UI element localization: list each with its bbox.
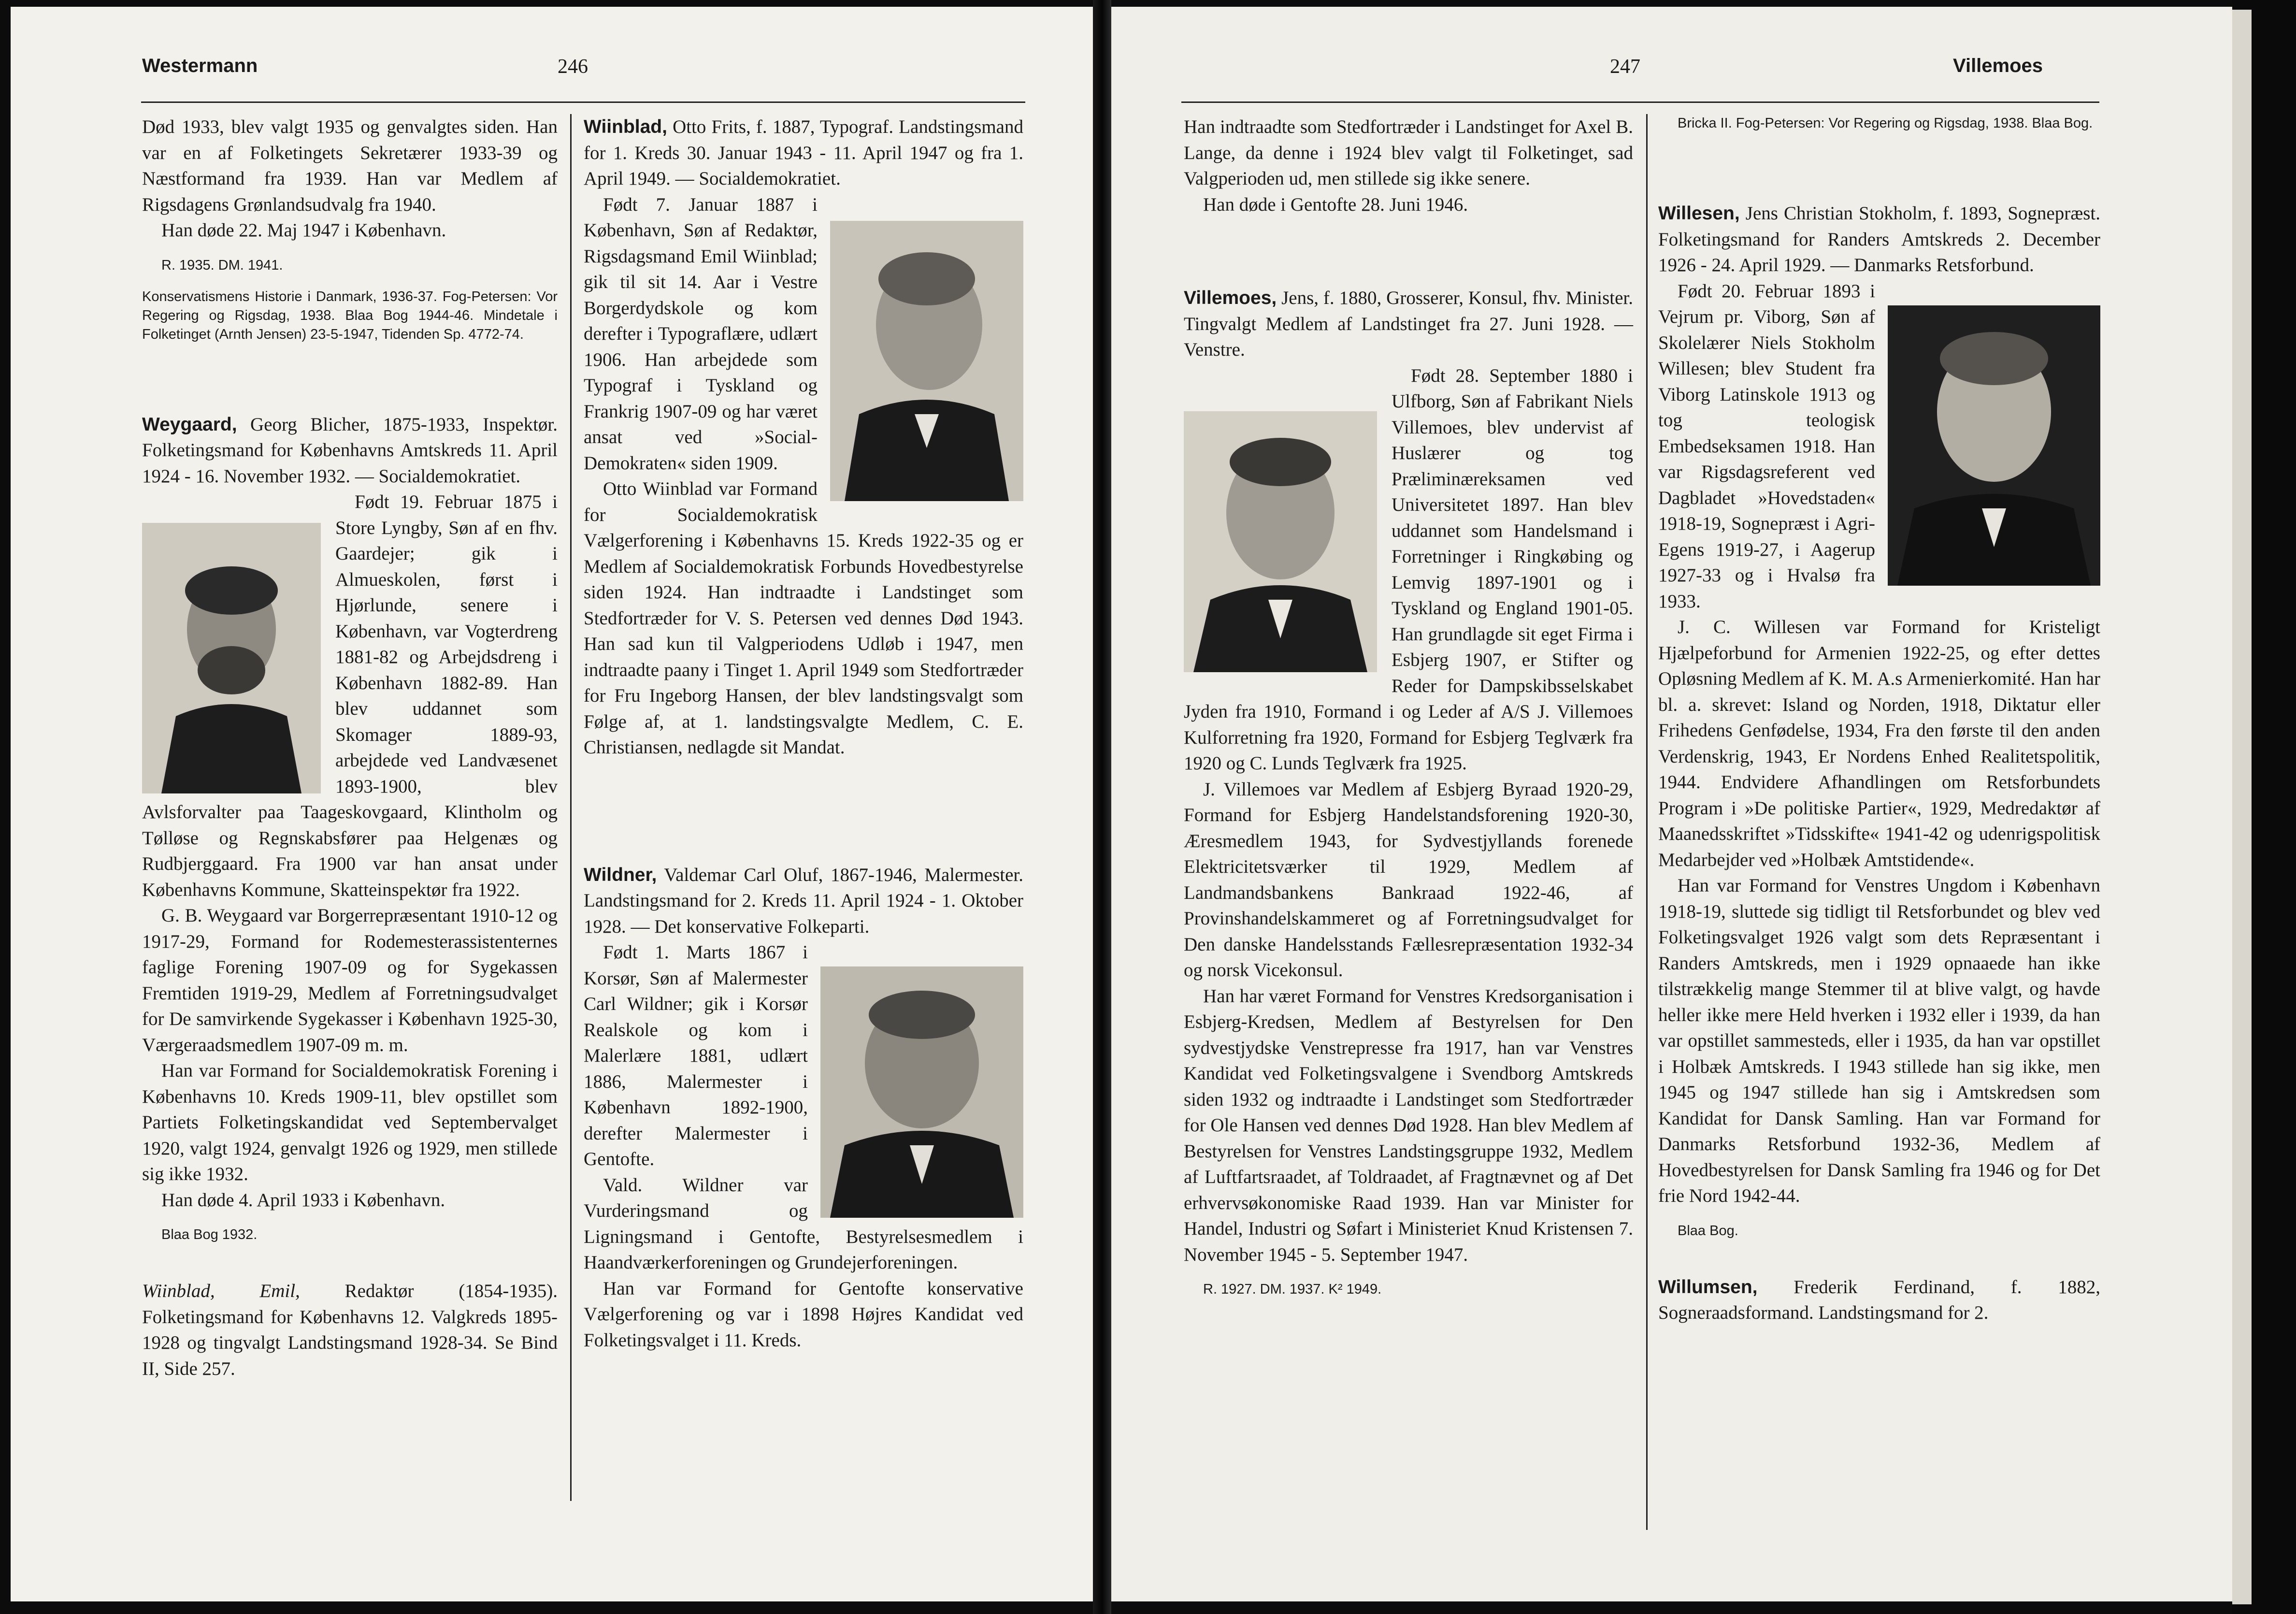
right-column-1 xyxy=(1184,114,1633,1299)
header-rule xyxy=(141,101,1025,103)
portrait-otto-wiinblad xyxy=(830,221,1023,501)
right-running-head: Villemoes xyxy=(1953,55,2043,76)
entry-name: Weygaard, xyxy=(142,414,237,435)
entry-name: Wiinblad, Emil, xyxy=(142,1281,300,1301)
entry-heading: Wildner, Valdemar Carl Oluf, 1867-1946, Malermester. Landstingsmand for 2. Kreds 11. April 1924 - 1. Oktober 1928. — Det konservative Folkeparti. xyxy=(584,864,1023,937)
paragraph: Han var Formand for Socialdemokratisk Forening i Københavns 10. Kreds 1909-11, blev opstillet som Partiets Folketingskandidat ved Septembervalget 1920, valgt 1924, genvalgt 1926 og 1929, men stillede sig ikke 1932. xyxy=(142,1060,558,1184)
paragraph: Født 19. Februar 1875 i Store Lyngby, Søn af en fhv. Gaardejer; gik i Almueskolen, først i Hjørlunde, senere i København, var Vogterdreng 1881-82 og Arbejdsdreng i København 1882-89. Han blev uddannet som Skomager 1889-93, arbejdede ved Landvæsenet 1893-1900, blev Avlsforvalter paa Taageskovgaard, Klintholm og Tølløse og Regnskabsfører paa Helgenæs og Rudbjerggaard. Fra 1900 var han ansat under Københavns Kommune, Skatteinspektør fra 1922. xyxy=(142,491,558,900)
header-rule xyxy=(1181,101,2099,103)
entry-name: Wiinblad, xyxy=(584,116,667,137)
book-edge xyxy=(2232,0,2296,1614)
portrait-villemoes xyxy=(1184,411,1377,672)
paragraph: Han var Formand for Venstres Ungdom i København 1918-19, sluttede sig tidligt til Retsforbundet og blev ved Folketingsvalget 1926 valgt som dets Repræsentant i Randers Amtskreds, men i 1929 opnaaede han ikke tilstrækkelig mange Stemmer til at blive valgt, og havde heller ikke mere Held hverken i 1932 eller i 1939, da han var opstillet sammesteds, eller i 1935, da han var opstillet i Holbæk Amtskreds. I 1943 stillede han sig ikke, men 1945 og 1947 stillede han sig i Amtskredsen som Kandidat for Dansk Samling. Han var Formand for Danmarks Retsforbund 1932-36, Medlem af Hovedbestyrelsen for Dansk Samling fra 1946 og for Det frie Nord 1942-44. xyxy=(1658,875,2100,1206)
paragraph: Han døde 4. April 1933 i København. xyxy=(161,1189,445,1210)
left-page-number: 246 xyxy=(558,56,588,78)
entry-name: Wildner, xyxy=(584,864,657,885)
reference: Blaa Bog 1932. xyxy=(161,1227,258,1242)
book-gutter xyxy=(1093,0,1111,1614)
paragraph: Vald. Wildner var Vurderingsmand og Ligningsmand i Gentofte, Bestyrelsesmedlem i Haandværkerforeningen og Grundejerforeningen. xyxy=(584,1174,1023,1273)
reference: Bricka II. Fog-Petersen: Vor Regering og Rigsdag, 1938. Blaa Bog. xyxy=(1678,115,2093,131)
left-column-1: Død 1933, blev valgt 1935 og genvalgtes siden. Han var en af Folketingets Sekretærer 1933-39 og Næstformand fra 1939. Han var Medlem af Rigsdagens Grønlandsudvalg fra 1940. Han døde 22. Maj 1947 i København. R. 1935. DM. 1941. Konservatismens Historie i Danmark, 1936-37. Fog-Petersen: Vor Regering og Rigsdag, 1938. Blaa Bog 1944-46. Mindetale i Folketinget (Arnth Jensen) 23-5-1947, Tidenden Sp. 4772-74. Weygaard, Georg Blicher, 1875-1933, Inspektør. Folketingsmand for Københavns Amtskreds 11. April 1924 - 16. November 1932. — Socialdemokratiet. Født 19. Februar 1875 i Store Lyngby, Søn af en fhv. Gaardejer; gik i Almueskolen, først i Hjørlunde, senere i København, var Vogterdreng 1881-82 og Arbejdsdreng i København 1882-89. Han blev uddannet som Skomager 1889-93, arbejdede ved Landvæsenet 1893-1900, blev Avlsforvalter paa Taageskovgaard, Klintholm og Tølløse og Regnskabsfører paa Helgenæs og Rudbjerggaard. Fra 1900 var han ansat under Københavns Kommune, Skatteinspektør fra 1922. G. B. Weygaard var Borgerrepræsentant 1910-12 og 1917-29, Formand for Rodemesterassistenternes faglige Forening 1907-09 og for Sygekassen Fremtiden 1919-29, Medlem af Forretningsudvalget for De samvirkende Sygekasser i København 1925-30, Værgeraadsmedlem 1907-09 m. m. Han var Formand for Socialdemokratisk Forening i Københavns 10. Kreds 1909-11, blev opstillet som Partiets Folketingskandidat ved Septembervalget 1920, valgt 1924, genvalgt 1926 og 1929, men stillede sig ikke 1932. Han døde 4. April 1933 i København. Blaa Bog 1932. Wiinblad, Emil, Redaktør (1854-1935). Folketingsmand for Københavns 12. Valgkreds 1895-1928 og tingvalgt Landstingsmand 1928-34. Se Bind II, Side 257. xyxy=(142,114,558,1382)
right-page-number: 247 xyxy=(1610,56,1640,78)
entry-heading: Willesen, Jens Christian Stokholm, f. 1893, Sognepræst. Folketingsmand for Randers Amtskreds 2. December 1926 - 24. April 1929. — Danmarks Retsforbund. xyxy=(1658,203,2100,275)
paragraph: G. B. Weygaard var Borgerrepræsentant 1910-12 og 1917-29, Formand for Rodemesterassistenternes faglige Forening 1907-09 og for Sygekassen Fremtiden 1919-29, Medlem af Forretningsudvalget for De samvirkende Sygekasser i København 1925-30, Værgeraadsmedlem 1907-09 m. m. xyxy=(142,905,558,1055)
paragraph: Født 20. Februar 1893 i Vejrum pr. Viborg, Søn af Skolelærer Niels Stokholm Willesen; blev Student fra Viborg Latinskole 1913 og tog teologisk Embedseksamen 1918. Han var Rigsdagsreferent ved Dagbladet »Hovedstaden« 1918-19, Sognepræst i Agri-Egens 1919-27, i Aagerup 1927-33 og i Hvalsø fra 1933. xyxy=(1658,280,1875,612)
entry-heading: Weygaard, Georg Blicher, 1875-1933, Inspektør. Folketingsmand for Københavns Amtskreds 11. April 1924 - 16. November 1932. — Socialdemokratiet. xyxy=(142,414,558,487)
portrait-weygaard xyxy=(142,523,321,793)
entry-name: Willumsen, xyxy=(1658,1276,1758,1297)
right-column-2 xyxy=(1658,114,2100,1326)
entry-name: Willesen, xyxy=(1658,203,1740,224)
paragraph: Han indtraadte som Stedfortræder i Landstinget for Axel B. Lange, da denne i 1924 blev valgt til Folketinget, sad Valgperioden ud, men stillede sig ikke senere. xyxy=(1184,116,1633,189)
paragraph: Han døde i Gentofte 28. Juni 1946. xyxy=(1203,194,1468,215)
right-page xyxy=(1111,7,2232,1601)
reference: Blaa Bog. xyxy=(1678,1223,1738,1239)
paragraph: Død 1933, blev valgt 1935 og genvalgtes siden. Han var en af Folketingets Sekretærer 1933-39 og Næstformand fra 1939. Han var Medlem af Rigsdagens Grønlandsudvalg fra 1940. xyxy=(142,116,558,215)
entry-heading: Wiinblad, Otto Frits, f. 1887, Typograf. Landstingsmand for 1. Kreds 30. Januar 1943 - 11. April 1947 og fra 1. April 1949. — Socialdemokratiet. xyxy=(584,116,1023,189)
paragraph: Født 1. Marts 1867 i Korsør, Søn af Malermester Carl Wildner; gik i Korsør Realskole og kom i Malerlære 1881, udlært 1886, Malermester i København 1892-1900, derefter Malermester i Gentofte. xyxy=(584,942,808,1169)
entry-heading: Willumsen, Frederik Ferdinand, f. 1882, Sogneraadsformand. Landstingsmand for 2. xyxy=(1658,1276,2100,1323)
entry-heading: Villemoes, Jens, f. 1880, Grosserer, Konsul, fhv. Minister. Tingvalgt Medlem af Landstinget fra 27. Juni 1928. — Venstre. xyxy=(1184,288,1633,360)
reference: Konservatismens Historie i Danmark, 1936-37. Fog-Petersen: Vor Regering og Rigsdag, 1938. Blaa Bog 1944-46. Mindetale i Folketinget (Arnth Jensen) 23-5-1947, Tidenden Sp. 4772-74. xyxy=(142,288,558,342)
left-running-head: Westermann xyxy=(142,55,258,76)
paragraph: Født 7. Januar 1887 i København, Søn af Redaktør, Rigsdagsmand Emil Wiinblad; gik til sit 14. Aar i Vestre Borgerdydskole og kom derefter i Typograflære, udlært 1906. Han arbejdede som Typograf i Tyskland og Frankrig 1907-09 og har været ansat ved »Social-Demokraten« siden 1909. xyxy=(584,194,818,474)
left-column-2 xyxy=(584,114,1023,1353)
portrait-willesen xyxy=(1888,305,2100,586)
entry-name: Villemoes, xyxy=(1184,288,1277,308)
left-page xyxy=(11,7,1093,1601)
reference: R. 1935. DM. 1941. xyxy=(161,257,283,273)
column-rule xyxy=(1646,114,1648,1530)
paragraph: J. Villemoes var Medlem af Esbjerg Byraad 1920-29, Formand for Esbjerg Handelstandsforening 1920-30, Æresmedlem 1943, for Sydvestjyllands forenede Elektricitetsværker til 1929, Medlem af Landmandsbankens Bankraad 1922-46, af Provinshandelskammeret og af Forretningsudvalget for Den danske Handelsstands Fællesrepræsentation 1932-34 og norsk Vicekonsul. xyxy=(1184,778,1633,980)
paragraph: J. C. Willesen var Formand for Kristeligt Hjælpeforbund for Armenien 1922-25, og efter dettes Opløsning Medlem af K. M. A.s Armenierkomité. Han har bl. a. skrevet: Island og Norden, 1918, Diktatur eller Frihedens Genfødelse, 1934, Fra den første til den anden Verdenskrig, 1943, Er Nordens Enhed Realitetspolitik, 1944. Endvidere Afhandlingen om Retsforbundets Program i »De politiske Partier«, 1929, Medredaktør af Maanedsskriftet »Tidsskifte« 1941-42 og udenrigspolitisk Medarbejder ved »Holbæk Amtstidende«. xyxy=(1658,617,2100,870)
paragraph: Født 28. September 1880 i Ulfborg, Søn af Fabrikant Niels Villemoes, blev undervist af Huslærer og tog Præliminæreksamen ved Universitetet 1897. Han blev uddannet som Handelsmand i Forretninger i Ringkøbing og Lemvig 1897-1901 og i Tyskland og England 1901-05. Han grundlagde sit eget Firma i Esbjerg 1907, er Stifter og Reder for Dampskibsselskabet Jyden fra 1910, Formand i og Leder af A/S J. Villemoes Kulforretning fra 1920, Formand for Esbjerg Teglværk fra 1920 og C. Lunds Teglværk fra 1925. xyxy=(1184,365,1633,774)
paragraph: Han døde 22. Maj 1947 i København. xyxy=(161,220,446,241)
portrait-wildner xyxy=(820,966,1023,1218)
column-rule xyxy=(570,114,572,1501)
reference: R. 1927. DM. 1937. K² 1949. xyxy=(1203,1282,1382,1297)
paragraph: Han var Formand for Gentofte konservative Vælgerforening og var i 1898 Højres Kandidat ved Folketingsvalget i 11. Kreds. xyxy=(584,1278,1023,1351)
paragraph: Han har været Formand for Venstres Kredsorganisation i Esbjerg-Kredsen, Medlem af Bestyrelsen for Den sydvestjydske Venstrepresse fra 1917, han var Venstres Kandidat ved Folketingsvalgene i Svendborg Amtskreds siden 1932 og indtraadte i Landstinget som Stedfortræder for Ole Hansen ved dennes Død 1928. Han blev Medlem af Bestyrelsen for Venstres Landstingsgruppe 1932, Medlem af Luftfartsraadet, af Toldraadet, af Fragtnævnet og af Det erhvervsøkonomiske Raad 1939. Han var Minister for Handel, Industri og Søfart i Ministeriet Knud Kristensen 7. November 1945 - 5. September 1947. xyxy=(1184,985,1633,1265)
paragraph: Otto Wiinblad var Formand for Socialdemokratisk Vælgerforening i Københavns 15. Kreds 1922-35 og er Medlem af Socialdemokratisk Forbunds Hovedbestyrelse siden 1924. Han indtraadte i Landstinget som Stedfortræder for V. S. Petersen ved dennes Død 1943. Han sad kun til Valgperiodens Udløb i 1947, men indtraadte paany i Tinget 1. April 1949 som Stedfortræder for Fru Ingeborg Hansen, der blev landstingsvalgt som Følge af, at 1. landstingsvalgte Medlem, C. E. Christiansen, nedlagde sit Mandat. xyxy=(584,478,1023,758)
